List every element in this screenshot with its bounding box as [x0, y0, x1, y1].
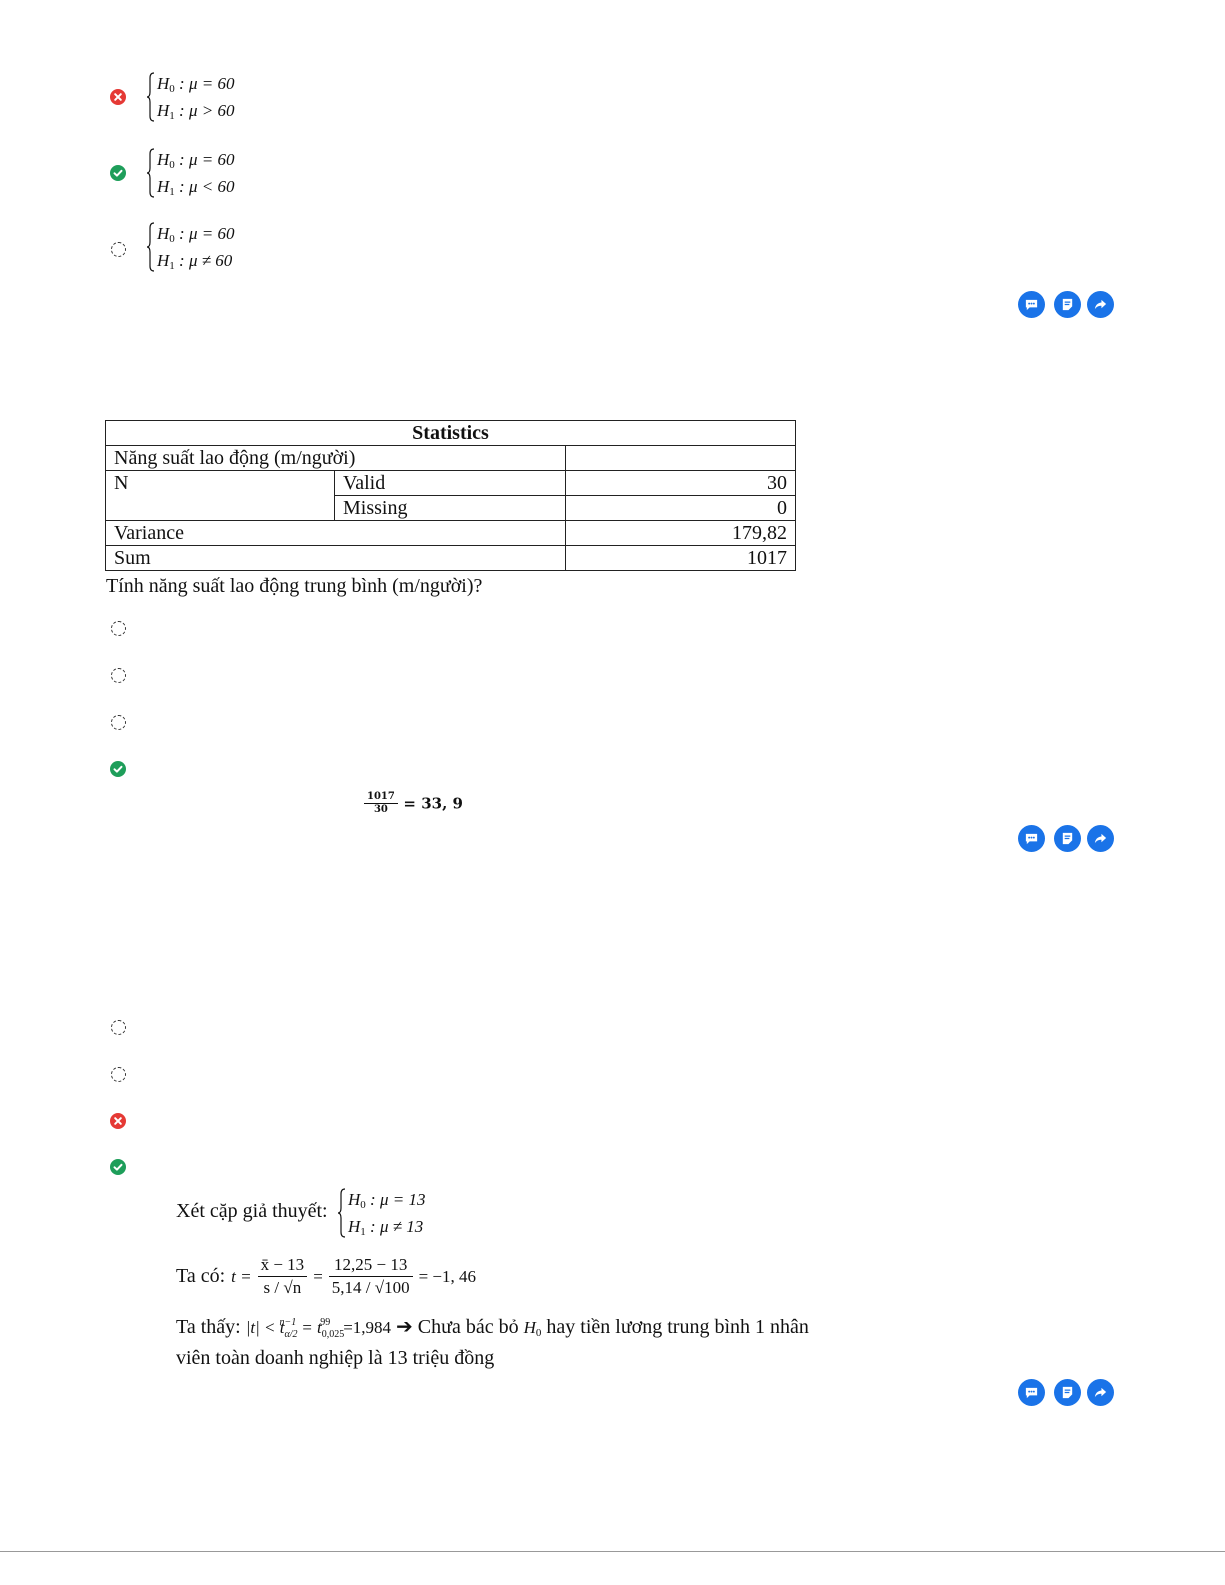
- note-button[interactable]: [1054, 1379, 1081, 1406]
- share-button[interactable]: [1087, 825, 1114, 852]
- radio-button[interactable]: [110, 1019, 126, 1035]
- sum-label: Sum: [106, 546, 566, 571]
- table-title: Statistics: [106, 421, 796, 446]
- q1-option-2-formula: $H_0$ : μ = 60 $H_1$ : μ < 60: [147, 146, 267, 202]
- comment-icon: [1024, 831, 1039, 846]
- variance-value: 179,82: [566, 521, 796, 546]
- share-button[interactable]: [1087, 1379, 1114, 1406]
- comment-button[interactable]: [1018, 291, 1045, 318]
- n-label: N: [106, 471, 335, 521]
- q1-option-3-h0: : μ = 60: [179, 224, 235, 243]
- missing-value: 0: [566, 496, 796, 521]
- note-button[interactable]: [1054, 825, 1081, 852]
- variance-label: Variance: [106, 521, 566, 546]
- t-critical: = t: [301, 1318, 322, 1337]
- conclusion-part2: hay tiền lương trung bình 1 nhân: [546, 1316, 809, 1338]
- ta-thay-label: Ta thấy:: [176, 1316, 241, 1338]
- q1-option-3-formula: $H_0$ : μ = 60 $H_1$ : μ ≠ 60: [147, 220, 267, 276]
- correct-icon[interactable]: [110, 1159, 126, 1175]
- wrong-icon[interactable]: [110, 89, 126, 105]
- ta-co-label: Ta có:: [176, 1265, 226, 1287]
- valid-label: Valid: [335, 471, 566, 496]
- fraction-result: = 33, 9: [403, 794, 463, 813]
- share-icon: [1093, 831, 1108, 846]
- comment-button[interactable]: [1018, 1379, 1045, 1406]
- note-icon: [1060, 831, 1075, 846]
- note-icon: [1060, 1385, 1075, 1400]
- q3-explanation-line2: Ta có: t = $\frac{x̄ - 13}{s / √n}$ = $\frac{12,25 - 13}{5,14 / √100}$ = −1, 46: [176, 1255, 477, 1297]
- arrow-icon: ➔: [396, 1316, 413, 1338]
- t-inequality: |t| < t: [245, 1318, 285, 1337]
- f2-denominator: 5,14 / √100: [331, 1278, 410, 1297]
- q1-option-1-h0: : μ = 60: [179, 74, 235, 93]
- q1-option-2-h0: : μ = 60: [179, 150, 235, 169]
- share-icon: [1093, 1385, 1108, 1400]
- radio-button[interactable]: [110, 714, 126, 730]
- q1-option-1-h1: : μ > 60: [179, 101, 235, 120]
- comment-icon: [1024, 1385, 1039, 1400]
- f2-numerator: 12,25 − 13: [329, 1254, 413, 1277]
- fraction-denominator: 30: [373, 804, 388, 815]
- radio-button[interactable]: [110, 1066, 126, 1082]
- correct-icon[interactable]: [110, 165, 126, 181]
- q3-hypothesis-formula: $H_0$ : μ = 13 $H_1$ : μ ≠ 13: [338, 1186, 458, 1242]
- q1-option-1-formula: $H_0$ : μ = 60 $H_1$ : μ > 60: [147, 70, 267, 126]
- fraction-numerator: 1017: [364, 791, 398, 804]
- radio-button[interactable]: [110, 667, 126, 683]
- q2-explanation: [364, 791, 463, 816]
- q3-explanation-line4: viên toàn doanh nghiệp là 13 triệu đồng: [176, 1347, 495, 1369]
- q1-option-3-h1: : μ ≠ 60: [179, 251, 233, 270]
- wrong-icon[interactable]: [110, 1113, 126, 1129]
- q1-option-2-h1: : μ < 60: [179, 177, 235, 196]
- radio-button[interactable]: [110, 241, 126, 257]
- q3-explanation-line1: [176, 1200, 328, 1223]
- hypothesis-label: Xét cặp giả thuyết:: [176, 1200, 328, 1222]
- note-icon: [1060, 297, 1075, 312]
- q3-explanation-line3: Ta thấy: $|t| < t_{\alpha/2}^{n-1} = t_{0,025}^{99} =1,984$ ➔ Chưa bác bỏ $H_0$ hay tiền lương trung bình 1 nhân: [176, 1316, 809, 1340]
- critical-value: =1,984: [343, 1318, 392, 1337]
- share-button[interactable]: [1087, 291, 1114, 318]
- t-result: = −1, 46: [418, 1266, 477, 1286]
- radio-button[interactable]: [110, 620, 126, 636]
- correct-icon[interactable]: [110, 761, 126, 777]
- f1-denominator: s / √n: [263, 1278, 302, 1297]
- empty-cell: [566, 446, 796, 471]
- note-button[interactable]: [1054, 291, 1081, 318]
- share-icon: [1093, 297, 1108, 312]
- variable-name: Năng suất lao động (m/người): [106, 446, 566, 471]
- statistics-table: [105, 420, 796, 571]
- t-lhs: t =: [231, 1266, 252, 1286]
- f1-numerator: x̄ − 13: [258, 1254, 308, 1277]
- comment-icon: [1024, 297, 1039, 312]
- footer-divider: [0, 1551, 1225, 1552]
- sum-value: 1017: [566, 546, 796, 571]
- q3-h1: : μ ≠ 13: [370, 1217, 424, 1236]
- q3-h0: : μ = 13: [370, 1190, 426, 1209]
- q2-question: Tính năng suất lao động trung bình (m/người)?: [106, 575, 483, 597]
- comment-button[interactable]: [1018, 825, 1045, 852]
- missing-label: Missing: [335, 496, 566, 521]
- valid-value: 30: [566, 471, 796, 496]
- conclusion-part1: Chưa bác bỏ: [417, 1316, 519, 1338]
